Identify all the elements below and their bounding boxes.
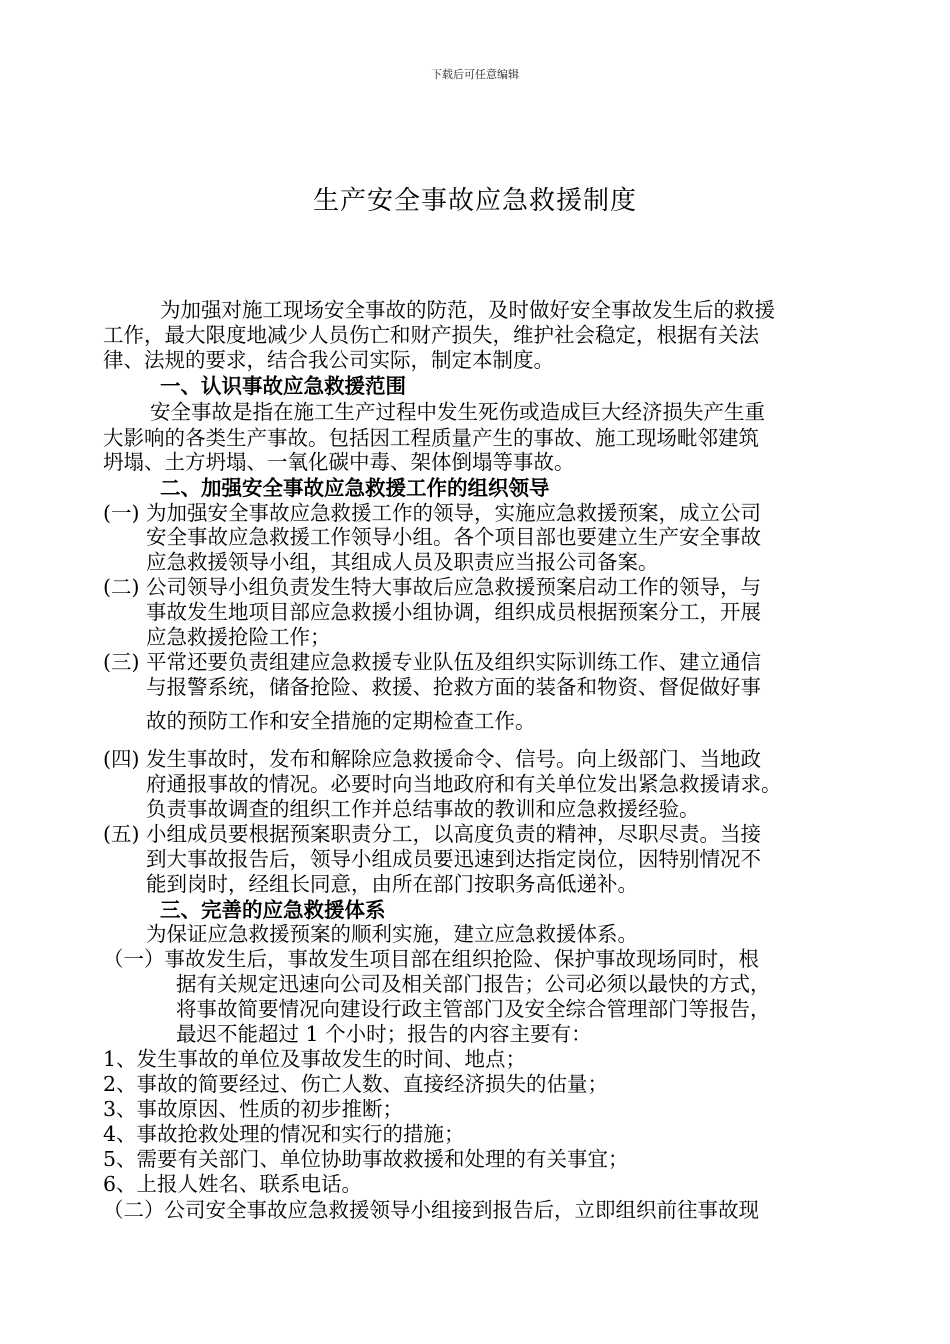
list-item: (二) 公司领导小组负责发生特大事故后应急救援预案启动工作的领导，与 <box>103 575 762 599</box>
section-heading: 三、完善的应急救援体系 <box>160 898 386 922</box>
document-title: 生产安全事故应急救援制度 <box>312 186 637 216</box>
body-line: 据有关规定迅速向公司及相关部门报告；公司必须以最快的方式， <box>176 972 771 996</box>
body-line: 到大事故报告后，领导小组成员要迅速到达指定岗位，因特别情况不 <box>146 847 761 871</box>
list-item: （二）公司安全事故应急救援领导小组接到报告后，立即组织前往事故现 <box>103 1198 759 1222</box>
body-line: 律、法规的要求，结合我公司实际，制定本制度。 <box>103 348 554 372</box>
body-line: 为加强对施工现场安全事故的防范，及时做好安全事故发生后的救援 <box>160 298 775 322</box>
body-line: 安全事故应急救援工作领导小组。各个项目部也要建立生产安全事故 <box>146 525 761 549</box>
body-line: 应急救援抢险工作； <box>146 625 331 649</box>
section-heading: 一、认识事故应急救援范围 <box>160 374 406 398</box>
page-header: 下载后可任意编辑 <box>431 68 519 81</box>
list-item: (三) 平常还要负责组建应急救援专业队伍及组织实际训练工作、建立通信 <box>103 650 762 674</box>
numbered-item: 4、事故抢救处理的情况和实行的措施； <box>103 1122 465 1146</box>
body-line: 大影响的各类生产事故。包括因工程质量产生的事故、施工现场毗邻建筑 <box>103 426 759 450</box>
numbered-item: 3、事故原因、性质的初步推断； <box>103 1097 404 1121</box>
body-line: 事故发生地项目部应急救援小组协调，组织成员根据预案分工，开展 <box>146 600 761 624</box>
body-line: 负责事故调查的组织工作并总结事故的教训和应急救援经验。 <box>146 797 700 821</box>
list-item: (一) 为加强安全事故应急救援工作的领导，实施应急救援预案，成立公司 <box>103 501 762 525</box>
body-line: 最迟不能超过 1 个小时；报告的内容主要有： <box>176 1022 592 1046</box>
list-item: (五) 小组成员要根据预案职责分工，以高度负责的精神，尽职尽责。当接 <box>103 822 762 846</box>
list-item: （一）事故发生后，事故发生项目部在组织抢险、保护事故现场同时，根 <box>103 947 759 971</box>
numbered-item: 2、事故的简要经过、伤亡人数、直接经济损失的估量； <box>103 1072 609 1096</box>
list-item: (四) 发生事故时，发布和解除应急救援命令、信号。向上级部门、当地政 <box>103 747 762 771</box>
body-line: 故的预防工作和安全措施的定期检查工作。 <box>146 709 536 733</box>
section-heading: 二、加强安全事故应急救援工作的组织领导 <box>160 476 550 500</box>
body-line: 将事故简要情况向建设行政主管部门及安全综合管理部门等报告， <box>176 997 771 1021</box>
body-line: 工作，最大限度地减少人员伤亡和财产损失，维护社会稳定，根据有关法 <box>103 323 759 347</box>
body-line: 府通报事故的情况。必要时向当地政府和有关单位发出紧急救援请求。 <box>146 772 782 796</box>
body-line: 安全事故是指在施工生产过程中发生死伤或造成巨大经济损失产生重 <box>150 400 765 424</box>
body-line: 坍塌、土方坍塌、一氧化碳中毒、架体倒塌等事故。 <box>103 450 575 474</box>
body-line: 与报警系统，储备抢险、救援、抢救方面的装备和物资、督促做好事 <box>146 675 761 699</box>
numbered-item: 1、发生事故的单位及事故发生的时间、地点； <box>103 1047 527 1071</box>
body-line: 能到岗时，经组长同意，由所在部门按职务高低递补。 <box>146 872 638 896</box>
body-line: 为保证应急救援预案的顺利实施，建立应急救援体系。 <box>146 922 638 946</box>
numbered-item: 5、需要有关部门、单位协助事故救援和处理的有关事宜； <box>103 1147 629 1171</box>
numbered-item: 6、上报人姓名、联系电话。 <box>103 1172 363 1196</box>
body-line: 应急救援领导小组，其组成人员及职责应当报公司备案。 <box>146 550 659 574</box>
